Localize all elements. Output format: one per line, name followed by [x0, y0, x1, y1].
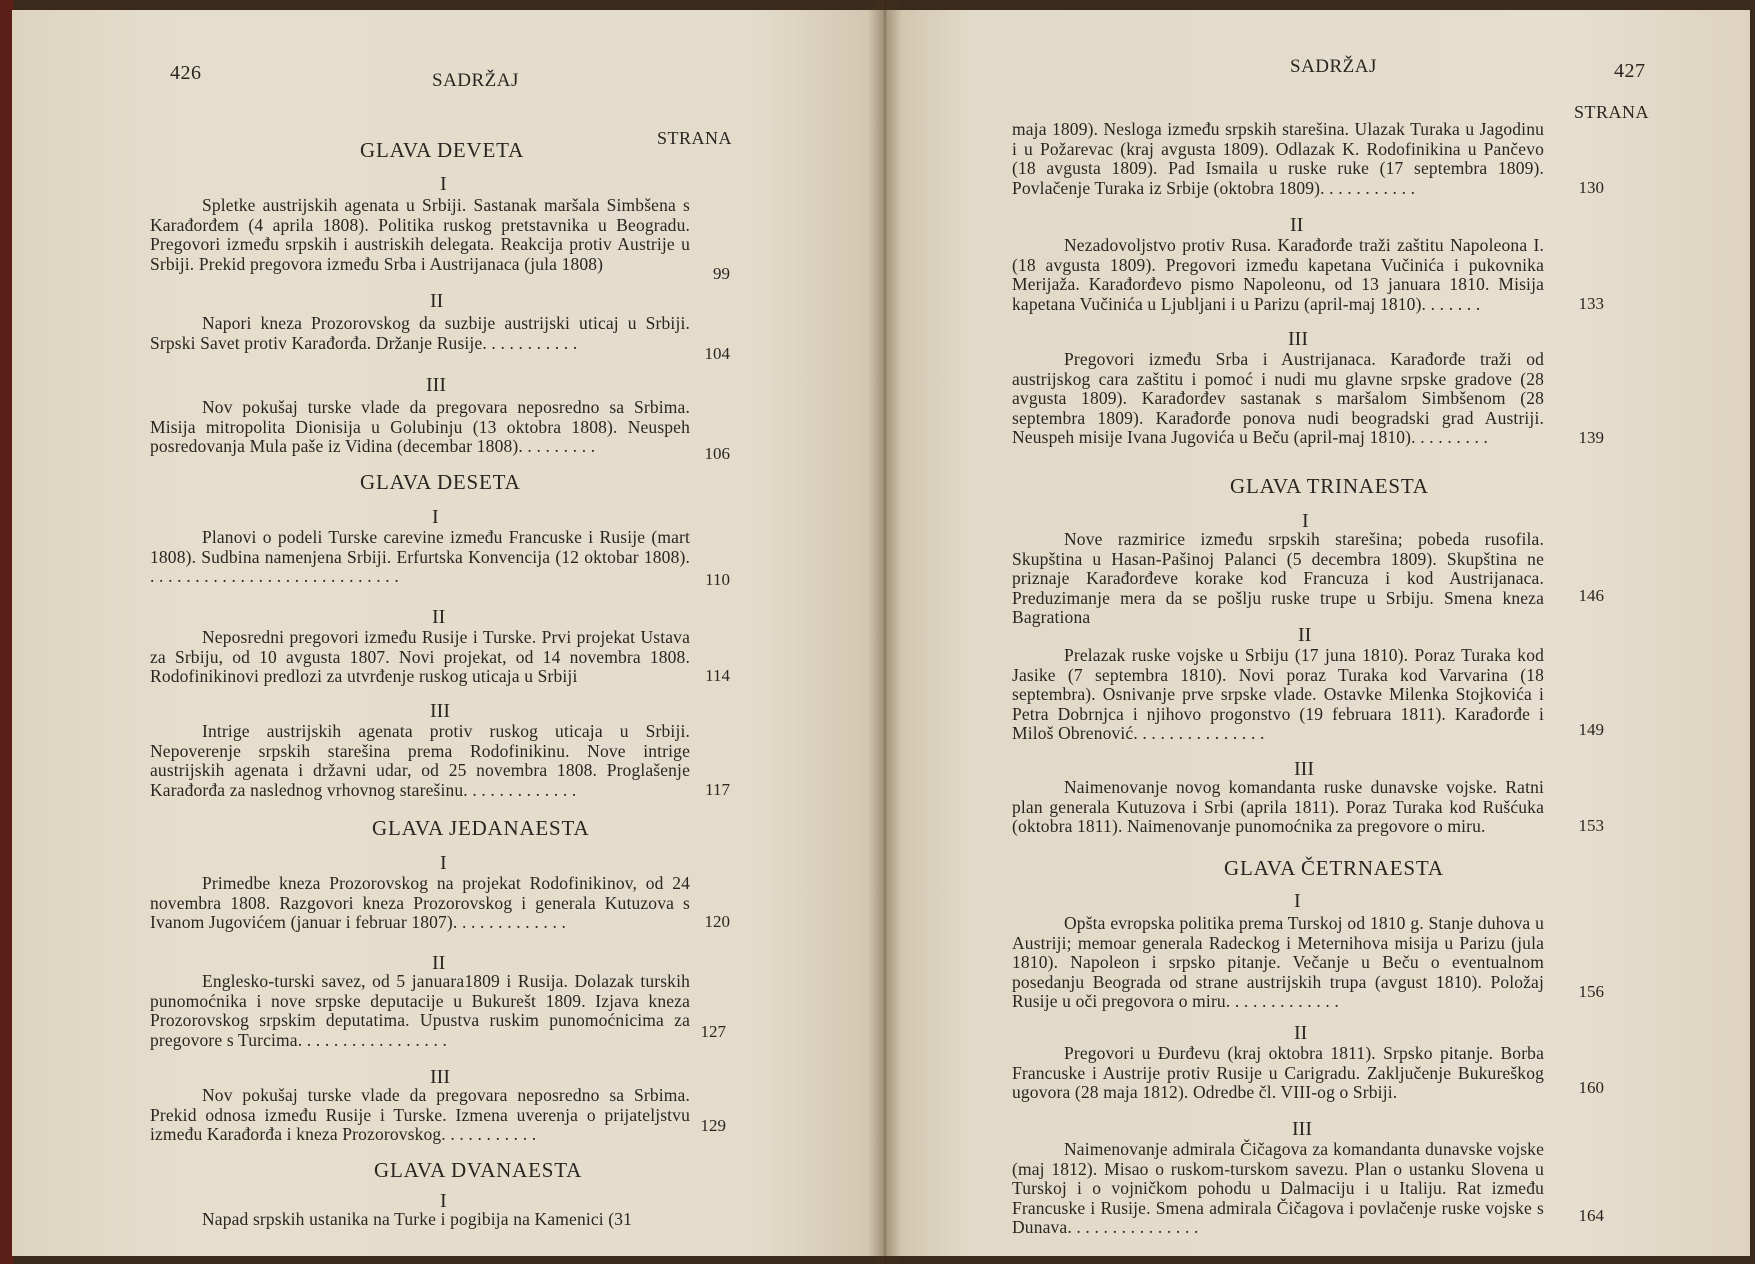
toc-page-number: 114	[705, 666, 730, 685]
toc-entry	[150, 528, 690, 587]
toc-entry-text: Englesko-turski savez, od 5 januara1809 i Rusija. Dolazak turskih punomoćnika i nove srpske deputacije u Bukurešt 1809. Izjava kneza Prozorovskog srpskim deputatima. Upustva ruskim punomoćnicima za pregovore s Turcima. . . . . . . . . . . . . . . . .	[150, 971, 690, 1050]
toc-entry-text: Intrige austrijskih agenata protiv ruskog uticaja u Srbiji. Nepoverenje srpskih starešina prema Rodofinikinu. Nove intrige austrijskih agenata i državni udar, od 25 novembra 1808. Proglašenje Karađorđa za naslednog vrhovnog starešinu. . . . . . . . . . . . .	[150, 721, 690, 800]
section-roman: III	[430, 1066, 450, 1088]
toc-page-number: 129	[700, 1116, 726, 1135]
toc-entry	[150, 314, 690, 353]
toc-entry	[150, 398, 690, 457]
toc-entry	[150, 874, 690, 933]
toc-entry-text: Pregovori u Đurđevu (kraj oktobra 1811). Srpsko pitanje. Borba Francuske i Austrije protiv Rusije u Carigradu. Zaključenje Bukureškog ugovora (28 maja 1812). Odredbe čl. VIII-og o Srbiji.	[1012, 1043, 1544, 1102]
section-roman: III	[1288, 328, 1308, 350]
chapter-heading: GLAVA JEDANAESTA	[372, 816, 590, 840]
toc-entry-text: Nove razmirice između srpskih starešina; pobeda rusofila. Skupština u Hasan-Pašinoj Palanci (5 decembra 1809). Skupština ne priznaje Karađorđeve korake kod Francuza i kod Austrijanaca. Preduzimanje mera da se pošlju ruske trupe u Srbiju. Smena kneza Bagrationa	[1012, 529, 1544, 627]
page-number: 426	[170, 62, 202, 84]
toc-entry	[1012, 350, 1544, 448]
toc-entry-text: Nov pokušaj turske vlade da pregovara neposredno sa Srbima. Prekid odnosa između Rusije i Turske. Izmena uverenja o prijateljstvu između Karađorđa i kneza Prozorovskog. . . . . . . . . . .	[150, 1085, 690, 1144]
toc-page-number: 149	[1578, 720, 1604, 739]
toc-entry	[1012, 646, 1544, 744]
toc-entry-text: Pregovori između Srba i Austrijanaca. Karađorđe traži od austrijskog cara zaštitu i pomoć i nudi mu glavne srpske gradove (28 avgusta 1809). Karađorđev sastanak s maršalom Simbšenom (28 septembra 1809). Karađorđe ponova nudi beogradski grad Austriji. Neuspeh misije Ivana Jugovića u Beču (april-maj 1810). . . . . . . . .	[1012, 349, 1544, 447]
toc-entry-text: Spletke austrijskih agenata u Srbiji. Sastanak maršala Simbšena s Karađorđem (4 aprila 1808). Politika ruskog pretstavnika u Beogradu. Pregovori između srpskih i austriskih delegata. Reakcija protiv Austrije u Srbiji. Prekid pregovora između Srba i Austrijanaca (jula 1808)	[150, 195, 690, 274]
toc-page-number: 156	[1578, 982, 1604, 1001]
toc-page-number: 106	[704, 444, 730, 463]
toc-page-number: 110	[705, 570, 730, 589]
toc-page-number: 164	[1578, 1206, 1604, 1225]
section-roman: III	[426, 374, 446, 396]
section-roman: I	[440, 173, 447, 195]
left-page	[12, 10, 884, 1256]
chapter-heading: GLAVA ČETRNAESTA	[1224, 856, 1444, 880]
toc-entry-text: Nov pokušaj turske vlade da pregovara neposredno sa Srbima. Misija mitropolita Dionisija u Golubinju (13 oktobra 1808). Neuspeh posredovanja Mula paše iz Vidina (decembar 1808). . . . . . . . .	[150, 397, 690, 456]
toc-page-number: 160	[1578, 1078, 1604, 1097]
toc-entry	[150, 972, 690, 1050]
chapter-heading: GLAVA DESETA	[360, 470, 521, 494]
toc-entry	[1012, 1140, 1544, 1238]
toc-entry-text: Prelazak ruske vojske u Srbiju (17 juna 1810). Poraz Turaka kod Jasike (7 septembra 1810). Novi poraz Turaka kod Varvarina (18 septembra). Osnivanje prve srpske vlade. Ostavke Milenka Stojkovića i Petra Dobrnjca i njihovo progonstvo (19 februara 1811). Karađorđe i Miloš Obrenović. . . . . . . . . . . . . . .	[1012, 645, 1544, 743]
toc-entry-text: Opšta evropska politika prema Turskoj od 1810 g. Stanje duhova u Austriji; memoar generala Radeckog i Meternihova misija u Parizu (jula 1810). Napoleon i srpsko pitanje. Večanje u Beču o eventualnom posedanju Beograda od strane austrijskih trupa (avgust 1810). Položaj Rusije u oči pregovora o miru. . . . . . . . . . . . .	[1012, 913, 1544, 1011]
toc-page-number: 127	[700, 1022, 726, 1041]
right-page	[884, 10, 1750, 1256]
toc-entry-text: Napad srpskih ustanika na Turke i pogibija na Kamenici (31	[202, 1209, 633, 1229]
section-roman: I	[1294, 890, 1301, 912]
section-roman: I	[432, 506, 439, 528]
section-roman: II	[1298, 624, 1312, 646]
toc-page-number: 133	[1578, 294, 1604, 313]
book-gutter	[868, 0, 902, 1264]
chapter-heading: GLAVA TRINAESTA	[1230, 474, 1429, 498]
toc-page-number: 117	[705, 780, 730, 799]
toc-entry	[1012, 530, 1544, 628]
toc-entry	[150, 1086, 690, 1145]
toc-entry	[150, 196, 690, 274]
toc-entry-text: Planovi o podeli Turske carevine između Francuske i Rusije (mart 1808). Sudbina namenjena Srbiji. Erfurtska Konvencija (12 oktobar 1808). . . . . . . . . . . . . . . . . . . . . . . . . . . . .	[150, 527, 690, 586]
strana-label: STRANA	[657, 128, 733, 148]
toc-entry	[1012, 914, 1544, 1012]
toc-entry	[1012, 1044, 1544, 1103]
section-roman: II	[1290, 214, 1304, 236]
toc-entry-text: Naimenovanje novog komandanta ruske dunavske vojske. Ratni plan generala Kutuzova i Srbi (aprila 1811). Poraz Turaka kod Rušćuka (oktobra 1811). Naimenovanje punomoćnika za pregovore o miru.	[1012, 777, 1544, 836]
strana-label: STRANA	[1574, 102, 1650, 122]
section-roman: I	[440, 1190, 447, 1212]
toc-entry-text: Neposredni pregovori između Rusije i Turske. Prvi projekat Ustava za Srbiju, od 10 avgusta 1807. Novi projekat, od 14 novembra 1808. Rodofinikinovi predlozi za utvrđenje ruskog uticaja u Srbiji	[150, 627, 690, 686]
toc-page-number: 99	[713, 264, 730, 283]
section-roman: II	[430, 290, 444, 312]
toc-entry	[150, 628, 690, 687]
toc-page-number: 153	[1578, 816, 1604, 835]
chapter-heading: GLAVA DEVETA	[360, 138, 525, 162]
toc-entry-text: Nezadovoljstvo protiv Rusa. Karađorđe traži zaštitu Napoleona I. (18 avgusta 1809). Pregovori između kapetana Vučinića i pukovnika Merijaža. Karađorđevo pismo Napoleonu, od 13 januara 1810. Misija kapetana Vučinića u Ljubljani i u Parizu (april-maj 1810). . . . . . .	[1012, 235, 1544, 314]
toc-entry	[1012, 120, 1544, 198]
toc-page-number: 104	[704, 344, 730, 363]
section-roman: III	[1292, 1118, 1312, 1140]
section-roman: II	[432, 952, 446, 974]
toc-page-number: 146	[1578, 586, 1604, 605]
toc-page-number: 139	[1578, 428, 1604, 447]
toc-entry-text: maja 1809). Nesloga između srpskih starešina. Ulazak Turaka u Jagodinu i u Požarevac (kraj avgusta 1809). Odlazak K. Rodofinikina u Pančevo (18 avgusta 1809). Pad Ismaila u ruske ruke (17 septembra 1809). Povlačenje Turaka iz Srbije (oktobra 1809). . . . . . . . . . .	[1012, 119, 1544, 198]
section-roman: I	[1302, 510, 1309, 532]
toc-page-number: 120	[704, 912, 730, 931]
toc-entry-text: Napori kneza Prozorovskog da suzbije austrijski uticaj u Srbiji. Srpski Savet protiv Karađorđa. Držanje Rusije. . . . . . . . . . .	[150, 313, 690, 353]
chapter-heading: GLAVA DVANAESTA	[374, 1158, 583, 1182]
section-roman: III	[1294, 758, 1314, 780]
toc-entry	[150, 1210, 690, 1230]
running-head: SADRŽAJ	[432, 70, 519, 91]
toc-entry	[1012, 236, 1544, 314]
section-roman: II	[1294, 1022, 1308, 1044]
section-roman: II	[432, 606, 446, 628]
running-head: SADRŽAJ	[1290, 56, 1377, 77]
page-number: 427	[1614, 60, 1646, 82]
toc-entry-text: Primedbe kneza Prozorovskog na projekat Rodofinikinov, od 24 novembra 1808. Razgovori kneza Prozorovskog i generala Kutuzova s Ivanom Jugovićem (januar i februar 1807). . . . . . . . . . . . .	[150, 873, 690, 932]
section-roman: III	[430, 700, 450, 722]
toc-entry	[1012, 778, 1544, 837]
toc-page-number: 130	[1578, 178, 1604, 197]
toc-entry	[150, 722, 690, 800]
section-roman: I	[440, 852, 447, 874]
toc-entry-text: Naimenovanje admirala Čičagova za komandanta dunavske vojske (maj 1812). Misao o ruskom-turskom savezu. Plan o ustanku Slovena u Turskoj i o vojničkom pohodu u Dalmaciju i u Italiju. Rat između Francuske i Rusije. Smena admirala Čičagova i povlačenje ruske vojske s Dunava. . . . . . . . . . . . . . .	[1012, 1139, 1544, 1237]
